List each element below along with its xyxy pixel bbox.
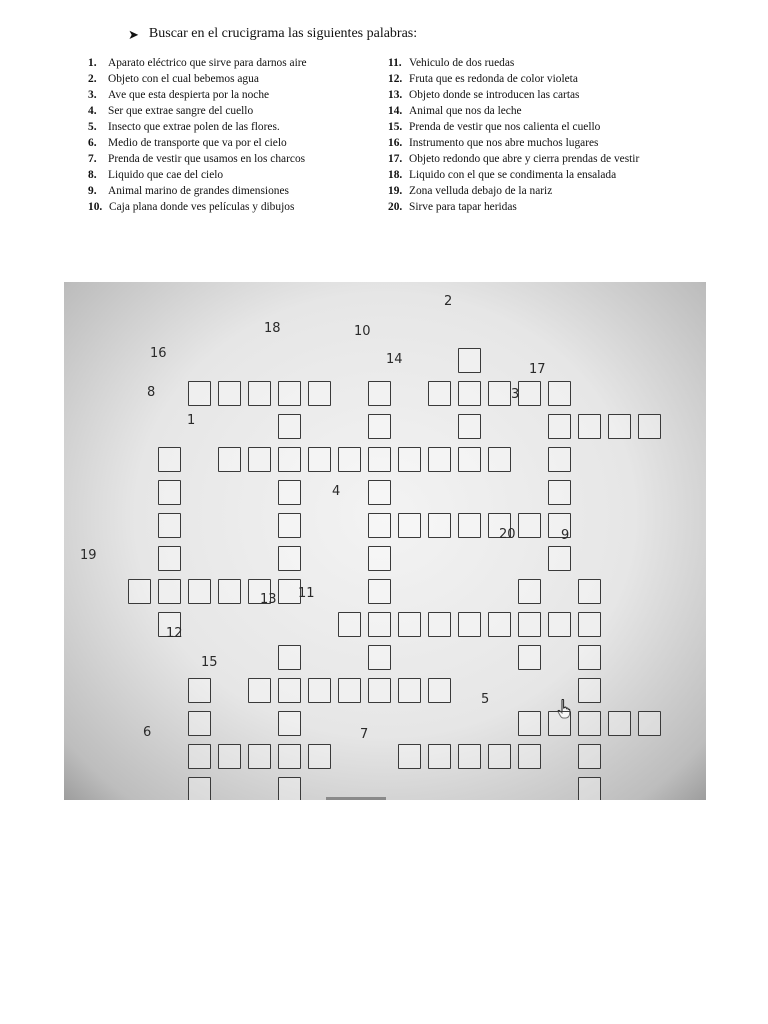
clue-text: Ave que esta despierta por la noche [108, 89, 270, 101]
arrow-bullet-icon: ➤ [128, 26, 139, 42]
crossword-cell [278, 447, 301, 472]
crossword-cell [398, 513, 421, 538]
crossword-cell [278, 381, 301, 406]
clue-text: Fruta que es redonda de color violeta [409, 73, 578, 85]
clue-number: 19. [388, 185, 403, 197]
clue-item [388, 135, 678, 151]
crossword-cell [248, 678, 271, 703]
crossword-clue-number: 2 [444, 294, 453, 309]
crossword-cell [518, 513, 541, 538]
clue-text: Vehiculo de dos ruedas [409, 57, 515, 69]
clue-item [388, 87, 678, 103]
crossword-cell [608, 711, 631, 736]
clue-number: 14. [388, 105, 403, 117]
crossword-clue-number: 9 [561, 528, 570, 543]
crossword-cell [548, 480, 571, 505]
clue-text: Objeto redondo que abre y cierra prendas de vestir [409, 153, 640, 165]
clue-number: 17. [388, 153, 403, 165]
clue-item [88, 167, 378, 183]
clue-number: 8. [88, 169, 97, 181]
clue-text: Objeto donde se introducen las cartas [409, 89, 580, 101]
clue-item [388, 183, 678, 199]
clue-item [88, 103, 378, 119]
crossword-cell [428, 513, 451, 538]
crossword-cell [548, 414, 571, 439]
crossword-clue-number: 8 [147, 385, 156, 400]
crossword-cell [278, 678, 301, 703]
crossword-cell [548, 612, 571, 637]
crossword-cell [458, 612, 481, 637]
clue-text: Sirve para tapar heridas [409, 201, 517, 213]
crossword-cell [578, 579, 601, 604]
crossword-cell [308, 447, 331, 472]
clue-number: 3. [88, 89, 97, 101]
clue-number: 12. [388, 73, 403, 85]
crossword-cell [578, 711, 601, 736]
clue-item [88, 135, 378, 151]
clue-item [88, 183, 378, 199]
clue-number: 7. [88, 153, 97, 165]
crossword-cell [368, 513, 391, 538]
crossword-cell [638, 414, 661, 439]
crossword-cell [188, 777, 211, 800]
crossword-cell [458, 348, 481, 373]
clue-item [388, 151, 678, 167]
instructions-heading [128, 26, 417, 42]
crossword-clue-number: 17 [529, 362, 546, 377]
crossword-cell [158, 447, 181, 472]
crossword-cell [398, 447, 421, 472]
crossword-cell [248, 744, 271, 769]
crossword-cell [278, 480, 301, 505]
crossword-cell [278, 744, 301, 769]
crossword-cell [548, 381, 571, 406]
clue-number: 4. [88, 105, 97, 117]
crossword-cell [578, 414, 601, 439]
crossword-cell [188, 744, 211, 769]
crossword-cell [458, 447, 481, 472]
clue-text: Liquido que cae del cielo [108, 169, 224, 181]
crossword-cell [368, 480, 391, 505]
crossword-cell [398, 612, 421, 637]
crossword-cell [158, 579, 181, 604]
clue-text: Instrumento que nos abre muchos lugares [409, 137, 599, 149]
crossword-cell [368, 678, 391, 703]
crossword-cell [368, 645, 391, 670]
crossword-clue-number: 12 [166, 626, 183, 641]
crossword-cell [548, 546, 571, 571]
crossword-cell [158, 513, 181, 538]
clue-text: Ser que extrae sangre del cuello [108, 105, 254, 117]
clue-text: Liquido con el que se condimenta la ensalada [409, 169, 617, 181]
crossword-clue-number: 20 [499, 527, 516, 542]
crossword-cell [248, 381, 271, 406]
crossword-cell [308, 381, 331, 406]
clue-text: Objeto con el cual bebemos agua [108, 73, 259, 85]
clue-item [388, 103, 678, 119]
crossword-cell [518, 381, 541, 406]
crossword-clue-number: 16 [150, 346, 167, 361]
crossword-cell [638, 711, 661, 736]
heading-text: Buscar en el crucigrama las siguientes palabras: [148, 26, 418, 41]
crossword-cell [548, 711, 571, 736]
crossword-cell [488, 612, 511, 637]
clue-item [88, 87, 378, 103]
crossword-cell [278, 777, 301, 800]
clue-item [388, 199, 678, 215]
crossword-clue-number: 3 [511, 387, 520, 402]
crossword-cell [578, 678, 601, 703]
crossword-cell [458, 513, 481, 538]
crossword-cell [488, 744, 511, 769]
crossword-cell [158, 480, 181, 505]
crossword-clue-number: 13 [260, 592, 277, 607]
crossword-cell [338, 447, 361, 472]
clue-text: Zona velluda debajo de la nariz [409, 185, 553, 197]
crossword-cell [428, 612, 451, 637]
crossword-cell [248, 447, 271, 472]
crossword-photo [64, 282, 706, 800]
crossword-cell [188, 711, 211, 736]
clue-number: 2. [88, 73, 97, 85]
clue-item [388, 119, 678, 135]
clue-item [388, 55, 678, 71]
crossword-cell [488, 447, 511, 472]
crossword-cell [548, 447, 571, 472]
clue-item [88, 55, 378, 71]
crossword-clue-number: 5 [481, 692, 490, 707]
crossword-cell [428, 678, 451, 703]
clue-number: 15. [388, 121, 403, 133]
clue-item [88, 71, 378, 87]
crossword-cell [578, 744, 601, 769]
crossword-cell [308, 744, 331, 769]
clue-number: 5. [88, 121, 97, 133]
crossword-cell [428, 381, 451, 406]
crossword-cell [518, 645, 541, 670]
clue-text: Insecto que extrae polen de las flores. [108, 121, 280, 133]
crossword-clue-number: 4 [332, 484, 341, 499]
crossword-cell [188, 381, 211, 406]
crossword-cell [458, 744, 481, 769]
crossword-cell [368, 612, 391, 637]
clue-item [88, 119, 378, 135]
crossword-cell [578, 777, 601, 800]
crossword-cell [188, 579, 211, 604]
crossword-clue-number: 19 [80, 548, 97, 563]
clue-text: Animal que nos da leche [409, 105, 522, 117]
clue-text: Medio de transporte que va por el cielo [108, 137, 287, 149]
clue-number: 9. [88, 185, 97, 197]
crossword-clue-number: 7 [360, 727, 369, 742]
clue-number: 18. [388, 169, 403, 181]
crossword-cell [278, 546, 301, 571]
crossword-clue-number: 1 [187, 413, 196, 428]
crossword-cell [158, 546, 181, 571]
crossword-clue-number: 14 [386, 352, 403, 367]
crossword-cell [578, 612, 601, 637]
clue-number: 13. [388, 89, 403, 101]
clue-number: 11. [388, 57, 402, 69]
crossword-cell [578, 645, 601, 670]
crossword-cell [278, 414, 301, 439]
crossword-cell [218, 579, 241, 604]
crossword-cell [368, 414, 391, 439]
crossword-cell [518, 711, 541, 736]
crossword-clue-number: 6 [143, 725, 152, 740]
crossword-cell [518, 612, 541, 637]
crossword-cell [278, 711, 301, 736]
clue-number: 10. [88, 201, 103, 213]
crossword-cell [458, 414, 481, 439]
crossword-cell [218, 744, 241, 769]
clue-text: Prenda de vestir que nos calienta el cuello [409, 121, 601, 133]
crossword-cell [518, 579, 541, 604]
clue-number: 20. [388, 201, 403, 213]
crossword-clue-number: 15 [201, 655, 218, 670]
crossword-clue-number: 18 [264, 321, 281, 336]
clue-item [388, 71, 678, 87]
crossword-cell [398, 744, 421, 769]
crossword-clue-number: 10 [354, 324, 371, 339]
clue-item [388, 167, 678, 183]
crossword-cell [218, 447, 241, 472]
crossword-cell [458, 381, 481, 406]
clue-item [88, 199, 378, 215]
crossword-cell [338, 612, 361, 637]
crossword-cell [518, 744, 541, 769]
crossword-cell [338, 678, 361, 703]
clue-number: 6. [88, 137, 97, 149]
clue-number: 16. [388, 137, 403, 149]
crossword-cell [428, 447, 451, 472]
crossword-cell [278, 645, 301, 670]
crossword-cell [368, 381, 391, 406]
clue-number: 1. [88, 57, 97, 69]
crossword-clue-number: 11 [298, 586, 315, 601]
crossword-cell [368, 447, 391, 472]
crossword-cell [398, 678, 421, 703]
clue-text: Animal marino de grandes dimensiones [108, 185, 289, 197]
clue-text: Caja plana donde ves películas y dibujos [109, 201, 295, 213]
clue-text: Prenda de vestir que usamos en los charcos [108, 153, 306, 165]
crossword-cell [368, 546, 391, 571]
clue-list-right [388, 55, 678, 215]
crossword-cell [608, 414, 631, 439]
crossword-cell [488, 381, 511, 406]
crossword-cell [428, 744, 451, 769]
photo-edge-strip [326, 797, 386, 800]
clue-text: Aparato eléctrico que sirve para darnos aire [108, 57, 307, 69]
clue-item [88, 151, 378, 167]
crossword-cell [128, 579, 151, 604]
crossword-cell [368, 579, 391, 604]
crossword-cell [278, 513, 301, 538]
crossword-cell [188, 678, 211, 703]
crossword-cell [308, 678, 331, 703]
clue-list-left [88, 55, 378, 215]
crossword-cell [218, 381, 241, 406]
